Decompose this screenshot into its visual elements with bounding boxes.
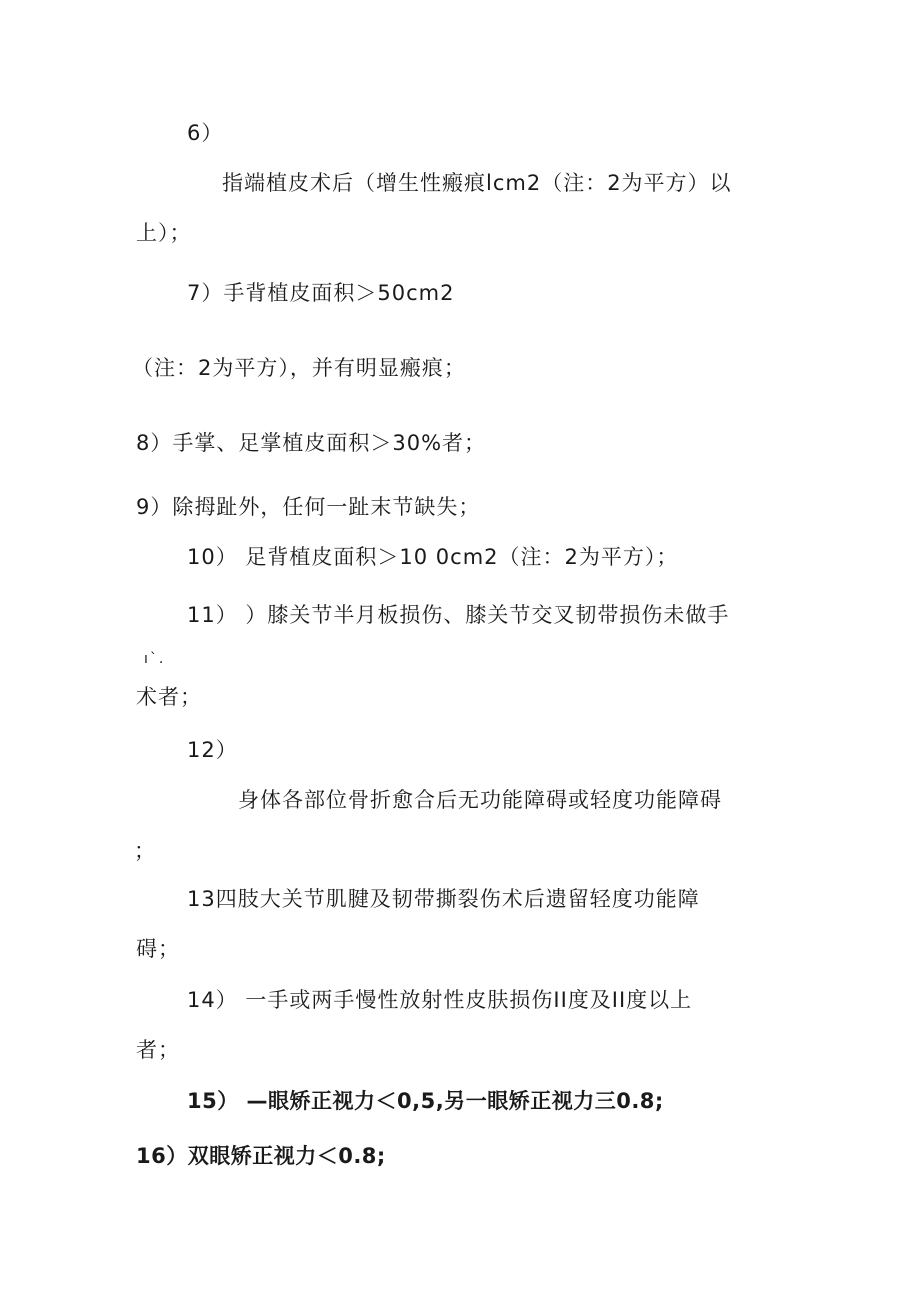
item-11-text-cont: 术者； xyxy=(136,685,202,709)
item-6-number: 6） xyxy=(187,121,224,145)
item-8-text: 8）手掌、足掌植皮面积＞30%者； xyxy=(136,431,487,455)
stray-marks: ı`. xyxy=(144,651,166,667)
item-7-text: 7）手背植皮面积＞50cm2 xyxy=(187,281,455,305)
item-15-text: 15） —眼矫正视力＜0,5,另一眼矫正视力三0.8; xyxy=(187,1089,664,1113)
item-13-text-cont: 碍； xyxy=(136,937,180,961)
item-10-text: 10） 足背植皮面积＞10 0cm2（注：2为平方）； xyxy=(187,545,679,569)
item-14-text: 14） 一手或两手慢性放射性皮肤损伤II度及II度以上 xyxy=(187,988,693,1012)
item-16-text: 16）双眼矫正视力＜0.8; xyxy=(136,1144,386,1168)
item-6-text: 指端植皮术后（增生性瘢痕lcm2（注：2为平方）以 xyxy=(222,171,732,195)
item-9-text: 9）除拇趾外，任何一趾末节缺失； xyxy=(136,495,481,519)
item-6-text-cont: 上）； xyxy=(136,221,192,245)
item-12-text-cont: ； xyxy=(134,839,156,863)
item-12-text: 身体各部位骨折愈合后无功能障碍或轻度功能障碍 xyxy=(238,788,722,812)
item-13-text: 13四肢大关节肌腱及韧带撕裂伤术后遗留轻度功能障 xyxy=(187,887,700,911)
item-7-text-cont: （注：2为平方），并有明显瘢痕； xyxy=(132,356,466,380)
item-11-text: 11） ）膝关节半月板损伤、膝关节交叉韧带损伤未做手 xyxy=(187,603,730,627)
item-14-text-cont: 者； xyxy=(136,1038,180,1062)
item-12-number: 12） xyxy=(187,738,238,762)
